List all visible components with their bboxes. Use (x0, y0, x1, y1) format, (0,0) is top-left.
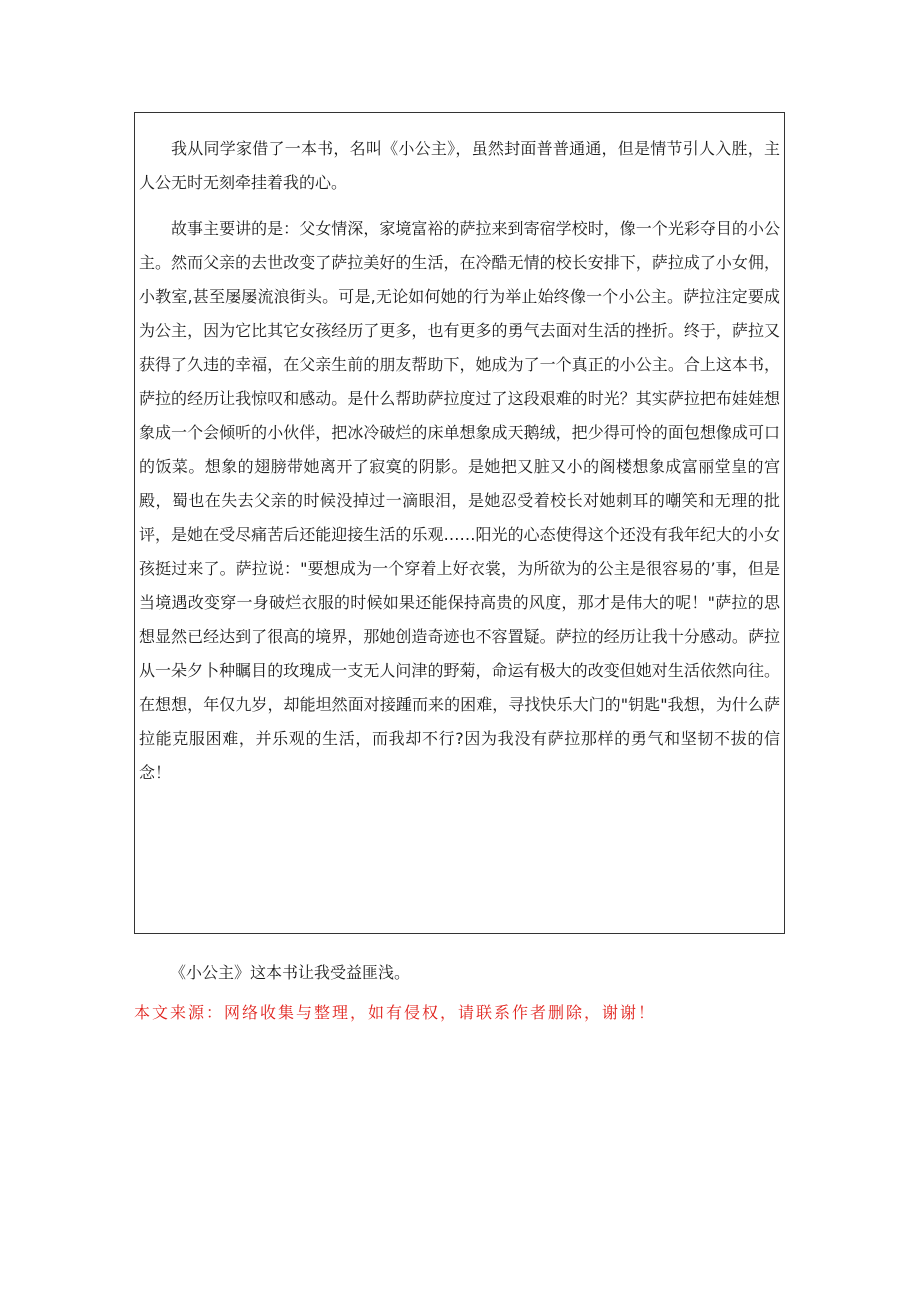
essay-box (134, 112, 785, 934)
closing-line: 《小公主》这本书让我受益匪浅。 (170, 963, 411, 982)
essay-paragraph-intro: 我从同学家借了一本书，名叫《小公主》，虽然封面普普通通，但是情节引人入胜，主人公无时无刻牵挂着我的心。 (139, 139, 780, 192)
source-notice: 本文来源：网络收集与整理，如有侵权，请联系作者删除，谢谢！ (134, 1003, 657, 1022)
essay-paragraph-story: 故事主要讲的是：父女情深，家境富裕的萨拉来到寄宿学校时，像一个光彩夺目的小公主。然而父亲的去世改变了萨拉美好的生活，在冷酷无情的校长安排下，萨拉成了小女佣，小教室,甚至屡屡流浪街头。可是,无论如何她的行为举止始终像一个小公主。萨拉注定要成为公主，因为它比其它女孩经历了更多，也有更多的勇气去面对生活的挫折。终于，萨拉又获得了久违的幸福，在父亲生前的朋友帮助下，她成为了一个真正的小公主。合上这本书，萨拉的经历让我惊叹和感动。是什么帮助萨拉度过了这段艰难的时光？其实萨拉把布娃娃想象成一个会倾听的小伙伴，把冰冷破烂的床单想象成天鹅绒，把少得可怜的面包想像成可口的饭菜。想象的翅膀带她离开了寂寞的阴影。是她把又脏又小的阁楼想象成富丽堂皇的宫殿，蜀也在失去父亲的时候没掉过一滴眼泪，是她忍受着校长对她刺耳的嘲笑和无理的批评，是她在受尽痛苦后还能迎接生活的乐观……阳光的心态使得这个还没有我年纪大的小女孩挺过来了。萨拉说："要想成为一个穿着上好衣裳，为所欲为的公主是很容易的’事，但是当境遇改变穿一身破烂衣服的时候如果还能保持高贵的风度，那才是伟大的呢！"萨拉的思想显然已经达到了很高的境界，那她创造奇迹也不容置疑。萨拉的经历让我十分感动。萨拉从一朵夕卜种瞩目的玫瑰成一支无人问津的野菊，命运有极大的改变但她对生活依然向往。在想想，年仅九岁，却能坦然面对接踵而来的困难，寻找快乐大门的"钥匙"我想，为什么萨拉能克服困难，并乐观的生活，而我却不行?因为我没有萨拉那样的勇气和坚韧不拔的信念！ (139, 219, 780, 782)
